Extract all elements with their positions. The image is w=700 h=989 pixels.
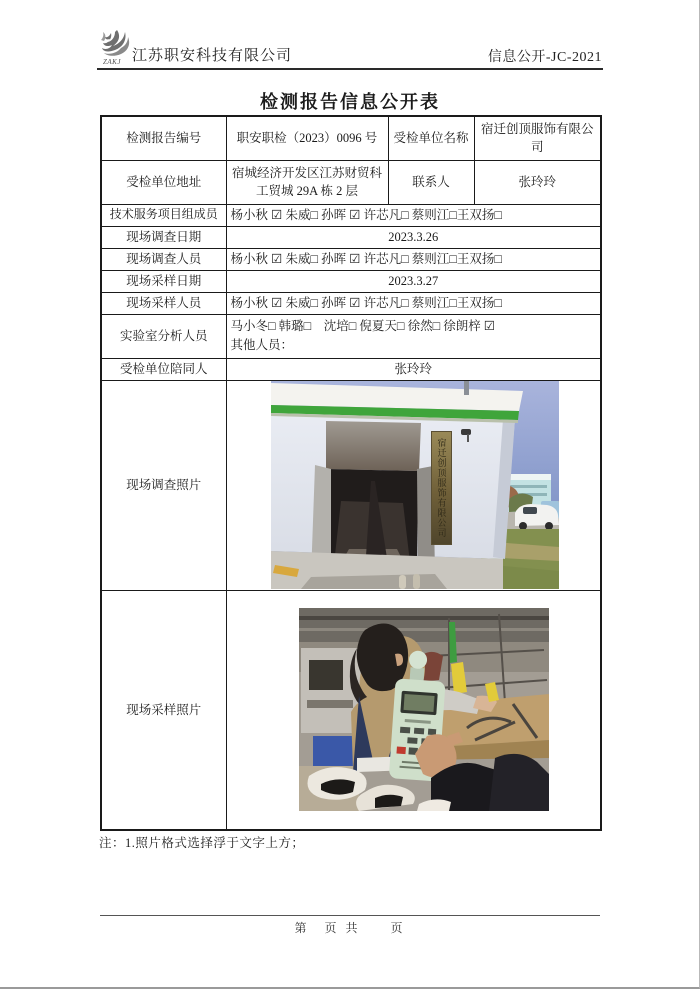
page-header [97,28,602,68]
survey-photo-graphic [271,381,559,589]
table-row [101,590,601,830]
table-row [101,248,601,270]
sampling-staff-label: 现场采样人员 [101,292,226,314]
escort-label: 受检单位陪同人 [101,358,226,380]
survey-date-label: 现场调查日期 [101,226,226,248]
table-row [101,160,601,204]
sampling-staff-value: 杨小秋 ☑ 朱威□ 孙晖 ☑ 许芯凡□ 蔡则江□王双扬□ [226,292,601,314]
building-sign: 宿迁创顶服饰有限公司 [431,431,452,545]
sampling-date-value: 2023.3.27 [226,270,601,292]
report-no-label: 检测报告编号 [101,116,226,160]
table-row [101,270,601,292]
contact-value: 张玲玲 [474,160,601,204]
unit-name-label: 受检单位名称 [388,116,474,160]
lab-staff-line1: 马小冬□ 韩璐□ 沈培□ 倪夏天□ 徐然□ 徐朗梓 ☑ [230,319,496,334]
table-row [101,204,601,226]
survey-photo [271,381,559,589]
team-label: 技术服务项目组成员 [101,204,226,226]
survey-staff-value: 杨小秋 ☑ 朱威□ 孙晖 ☑ 许芯凡□ 蔡则江□王双扬□ [226,248,601,270]
lab-staff-line2: 其他人员： [230,338,294,352]
sampling-photo [299,608,549,811]
report-table [100,115,602,831]
team-value: 杨小秋 ☑ 朱威□ 孙晖 ☑ 许芯凡□ 蔡则江□王双扬□ [226,204,601,226]
footer-divider [100,915,600,916]
unit-name-value: 宿迁创顶服饰有限公司 [474,116,601,160]
contact-label: 联系人 [388,160,474,204]
table-row [101,292,601,314]
footnote: 注：1.照片格式选择浮于文字上方； [99,836,305,850]
escort-value: 张玲玲 [226,358,601,380]
document-number: 信息公开-JC-2021 [487,50,602,65]
table-row [101,226,601,248]
table-row [101,116,601,160]
table-row [101,314,601,358]
sampling-photo-label: 现场采样照片 [101,590,226,830]
address-label: 受检单位地址 [101,160,226,204]
company-name: 江苏职安科技有限公司 [132,48,293,64]
lab-staff-label: 实验室分析人员 [101,314,226,358]
survey-photo-cell [226,380,601,590]
address-value: 宿城经济开发区江苏财贸科工贸城 29A 栋 2 层 [226,160,388,204]
logo-caption: ZAKJ [103,58,121,66]
table-row [101,358,601,380]
sampling-photo-cell [226,590,601,830]
report-no-value: 职安职检（2023）0096 号 [226,116,388,160]
sampling-photo-graphic [299,608,549,811]
table-row [101,380,601,590]
survey-photo-label: 现场调查照片 [101,380,226,590]
survey-staff-label: 现场调查人员 [101,248,226,270]
header-divider [97,68,603,70]
sampling-date-label: 现场采样日期 [101,270,226,292]
lab-staff-value [226,314,601,358]
page-title: 检测报告信息公开表 [260,92,440,112]
survey-date-value: 2023.3.26 [226,226,601,248]
page-footer: 第 页 共 页 [294,921,406,935]
